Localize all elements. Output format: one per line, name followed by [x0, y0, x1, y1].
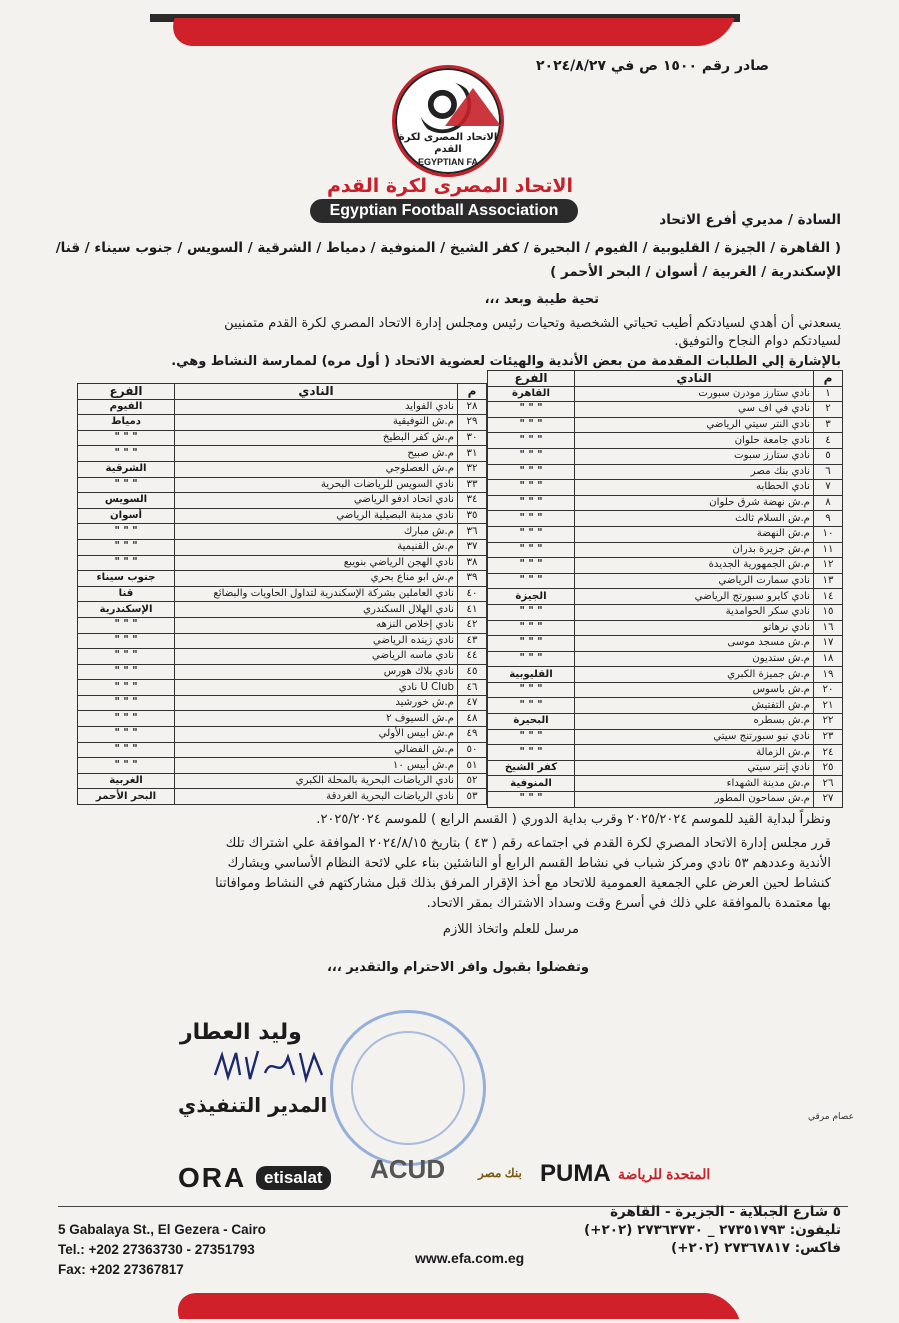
club-name: م.ش صبيح — [175, 446, 458, 462]
table-row — [78, 695, 487, 711]
table-row — [488, 667, 843, 683]
table-row — [488, 620, 843, 636]
row-number: ٣٥ — [458, 508, 487, 524]
col-num-header: م — [458, 384, 487, 400]
club-name: م.ش ابو مناع بحري — [175, 571, 458, 587]
club-name: م.ش أبيس ١٠ — [175, 758, 458, 774]
row-number: ٨ — [814, 495, 843, 511]
row-number: ٤٦ — [458, 680, 487, 696]
row-number: ٢٨ — [458, 399, 487, 415]
club-name: م.ش مسجد موسى — [575, 636, 814, 652]
table-row — [488, 573, 843, 589]
footer-address-ar: ٥ شارع الجبلاية - الجزيرة - القاهرة — [610, 1204, 841, 1220]
pyramid-icon — [445, 88, 501, 126]
row-number: ٤٠ — [458, 586, 487, 602]
row-number: ٣٢ — [458, 461, 487, 477]
table-header-row — [78, 384, 487, 400]
club-name: نادي ماسه الرياضي — [175, 649, 458, 665]
row-number: ٦ — [814, 464, 843, 480]
row-number: ٥٠ — [458, 742, 487, 758]
club-name: م.ش الزمالة — [575, 745, 814, 761]
table-row — [488, 760, 843, 776]
row-number: ٢٧ — [814, 792, 843, 808]
footer-red-band — [171, 1293, 739, 1319]
row-number: ١٧ — [814, 636, 843, 652]
table-header-row — [488, 371, 843, 387]
clubs-table-right — [487, 370, 843, 808]
table-row — [78, 742, 487, 758]
row-number: ٤٥ — [458, 664, 487, 680]
table-row — [78, 758, 487, 774]
row-number: ٧ — [814, 480, 843, 496]
row-number: ٥١ — [458, 758, 487, 774]
club-name: م.ش النهضة — [575, 526, 814, 542]
branch-name: أسوان — [78, 508, 175, 524]
table-row — [78, 571, 487, 587]
club-name: نادي الرياضات البحرية الغردقة — [175, 789, 458, 805]
decision-line-1: ونظراً لبداية القيد للموسم ٢٠٢٥/٢٠٢٤ وقرب بداية الدوري ( القسم الرابع ) للموسم ٢٠٢٥/٢٠٢٤. — [316, 812, 831, 827]
club-name: م.ش ستديون — [575, 651, 814, 667]
reference-number: صادر رقم ١٥٠٠ ص في ٢٠٢٤/٨/٢٧ — [535, 58, 769, 74]
table-row — [78, 633, 487, 649]
col-branch-header: الفرع — [488, 371, 575, 387]
table-row — [488, 495, 843, 511]
decision-line-2: قرر مجلس إدارة الاتحاد المصري لكرة القدم في اجتماعه رقم ( ٤٣ ) بتاريخ ٢٠٢٤/٨/١٥ الموافقة علي اشتراك تلك — [225, 836, 831, 851]
club-name: نادي كايرو سبورتج الرياضي — [575, 589, 814, 605]
table-row — [488, 698, 843, 714]
table-row — [78, 415, 487, 431]
addressee: السادة / مديري أفرع الاتحاد — [659, 212, 841, 228]
col-club-header: النادي — [175, 384, 458, 400]
row-number: ٣٨ — [458, 555, 487, 571]
branch-name: " " " — [488, 636, 575, 652]
clerk-initials: عصام مرقي — [808, 1112, 854, 1122]
club-name: نادي النتر سيتي الرياضي — [575, 417, 814, 433]
col-club-header: النادي — [575, 371, 814, 387]
sponsor-acud: ACUD — [370, 1154, 446, 1184]
col-branch-header: الفرع — [78, 384, 175, 400]
row-number: ٤٨ — [458, 711, 487, 727]
footer-website: www.efa.com.eg — [415, 1250, 525, 1266]
club-name: م.ش العصلوجي — [175, 461, 458, 477]
table-row — [78, 399, 487, 415]
table-row — [488, 792, 843, 808]
branch-name: " " " — [488, 433, 575, 449]
club-name: م.ش بسطره — [575, 714, 814, 730]
branch-name: الفيوم — [78, 399, 175, 415]
row-number: ١٣ — [814, 573, 843, 589]
club-name: م.ش جزيرة بدران — [575, 542, 814, 558]
branch-name: جنوب سيناء — [78, 571, 175, 587]
club-name: م.ش سماحون المطور — [575, 792, 814, 808]
org-name-english: Egyptian Football Association — [310, 199, 578, 223]
sponsor-etisalat: etisalat — [256, 1166, 331, 1190]
col-num-header: م — [814, 371, 843, 387]
efa-logo — [392, 65, 504, 177]
club-name: نادي سكر الحوامدية — [575, 604, 814, 620]
footer-address-en: 5 Gabalaya St., El Gezera - Cairo — [58, 1222, 266, 1237]
branch-name: " " " — [488, 729, 575, 745]
table-row — [78, 539, 487, 555]
branch-name: " " " — [488, 495, 575, 511]
table-row — [488, 604, 843, 620]
branches-line-2: الإسكندرية / الغربية / أسوان / البحر الأحمر ) — [550, 264, 841, 280]
branch-name: " " " — [488, 464, 575, 480]
branch-name: القاهرة — [488, 386, 575, 402]
table-row — [78, 680, 487, 696]
club-name: نادي جامعة حلوان — [575, 433, 814, 449]
footer-fax-ar: فاكس: ٢٧٣٦٧٨١٧ (٢٠٢+) — [671, 1240, 841, 1256]
row-number: ١٥ — [814, 604, 843, 620]
club-name: نادي إنتر سيتي — [575, 760, 814, 776]
club-name: نادي الحطابه — [575, 480, 814, 496]
club-name: نادي اتحاد ادفو الرياضي — [175, 493, 458, 509]
table-row — [488, 464, 843, 480]
sponsor-strip — [178, 1154, 738, 1198]
club-name: نادي العاملين بشركة الإسكندرية لتداول الحاويات والبضائع — [175, 586, 458, 602]
table-row — [78, 711, 487, 727]
table-row — [78, 493, 487, 509]
sponsor-united-sports: المتحدة للرياضة — [618, 1166, 711, 1182]
branch-name: " " " — [488, 745, 575, 761]
club-name: نادي نيو سبورتنج سيتي — [575, 729, 814, 745]
logo-caption: الاتحاد المصرى لكرة القدم EGYPTIAN FA — [398, 132, 498, 167]
club-name: م.ش جميزة الكبري — [575, 667, 814, 683]
row-number: ٤٤ — [458, 649, 487, 665]
club-name: م.ش التفتيش — [575, 698, 814, 714]
signatory-title: المدير التنفيذي — [178, 1093, 328, 1117]
table-row — [488, 682, 843, 698]
row-number: ٤٣ — [458, 633, 487, 649]
club-name: م.ش القنيمية — [175, 539, 458, 555]
row-number: ٥٢ — [458, 773, 487, 789]
row-number: ٢٠ — [814, 682, 843, 698]
branch-name: " " " — [78, 446, 175, 462]
club-name: م.ش باسوس — [575, 682, 814, 698]
table-row — [488, 542, 843, 558]
intro-line-1: يسعدني أن أهدي لسيادتكم أطيب تحياتي الشخصية وتحيات رئيس ومجلس إدارة الاتحاد المصري لكرة القدم متمنيين — [224, 316, 841, 331]
table-row — [488, 526, 843, 542]
footer-tel-en: Tel.: +202 27363730 - 27351793 — [58, 1242, 255, 1257]
decision-line-3: الأندية وعددهم ٥٣ نادي ومركز شباب في نشاط القسم الرابع أو الناشئين بناء علي لائحة النظام الأساسي ويشارك — [227, 856, 831, 871]
row-number: ١٤ — [814, 589, 843, 605]
club-name: م.ش نهضة شرق حلوان — [575, 495, 814, 511]
row-number: ٢٦ — [814, 776, 843, 792]
club-name: نادي إخلاص النزهه — [175, 617, 458, 633]
branch-name: " " " — [78, 649, 175, 665]
branch-name: " " " — [488, 698, 575, 714]
table-row — [78, 586, 487, 602]
table-row — [78, 524, 487, 540]
club-name: نادي ستارز سبوت — [575, 448, 814, 464]
branch-name: " " " — [488, 511, 575, 527]
reference-line: بالإشارة إلي الطلبات المقدمة من بعض الأندية والهيئات لعضوية الاتحاد ( أول مره) لممارسة النشاط وهي. — [171, 354, 841, 369]
header-red-band — [165, 18, 734, 46]
table-row — [488, 417, 843, 433]
row-number: ٣٤ — [458, 493, 487, 509]
row-number: ١٩ — [814, 667, 843, 683]
row-number: ١ — [814, 386, 843, 402]
club-name: م.ش خورشيد — [175, 695, 458, 711]
row-number: ٢٤ — [814, 745, 843, 761]
club-name: م.ش السيوف ٢ — [175, 711, 458, 727]
table-row — [488, 433, 843, 449]
decision-line-5: بها معتمدة بالموافقة علي ذلك في أسرع وقت وسداد الاشتراك بمقر الاتحاد. — [426, 896, 831, 911]
club-name: م.ش الجمهورية الجديدة — [575, 558, 814, 574]
row-number: ٢٢ — [814, 714, 843, 730]
club-name: نادي سمارت الرياضي — [575, 573, 814, 589]
club-name: م.ش مدينة الشهداء — [575, 776, 814, 792]
row-number: ١٠ — [814, 526, 843, 542]
row-number: ٢١ — [814, 698, 843, 714]
branch-name: دمياط — [78, 415, 175, 431]
table-row — [78, 446, 487, 462]
row-number: ٤ — [814, 433, 843, 449]
branch-name: " " " — [78, 617, 175, 633]
table-row — [488, 636, 843, 652]
table-row — [78, 649, 487, 665]
table-row — [488, 511, 843, 527]
row-number: ٣٦ — [458, 524, 487, 540]
row-number: ٤٢ — [458, 617, 487, 633]
branch-name: الجيزة — [488, 589, 575, 605]
club-name: م.ش مبارك — [175, 524, 458, 540]
branch-name: " " " — [78, 695, 175, 711]
row-number: ٤١ — [458, 602, 487, 618]
club-name: م.ش السلام ثالث — [575, 511, 814, 527]
branch-name: " " " — [488, 526, 575, 542]
club-name: نادي بلاك هورس — [175, 664, 458, 680]
branch-name: " " " — [78, 555, 175, 571]
branch-name: القليوبية — [488, 667, 575, 683]
branches-line-1: ( القاهرة / الجيزة / القليوبية / الفيوم / البحيرة / كفر الشيخ / المنوفية / دمياط / الشرقية / السويس / جنوب سيناء / قنا/ — [55, 240, 841, 256]
branch-name: " " " — [488, 448, 575, 464]
sponsor-puma: PUMA — [540, 1160, 611, 1187]
intro-line-2: لسيادتكم دوام النجاح والتوفيق. — [674, 334, 841, 349]
row-number: ٣٧ — [458, 539, 487, 555]
row-number: ٤٧ — [458, 695, 487, 711]
footer-tel-ar: تليفون: ٢٧٣٥١٧٩٣ _ ٢٧٣٦٣٧٣٠ (٢٠٢+) — [584, 1222, 841, 1238]
branch-name: " " " — [488, 417, 575, 433]
club-name: نادي الهلال السكندري — [175, 602, 458, 618]
table-row — [488, 729, 843, 745]
table-row — [78, 461, 487, 477]
club-name: نادي الهجن الرياضي بنويبع — [175, 555, 458, 571]
table-row — [488, 776, 843, 792]
club-name: نادي الفوايد — [175, 399, 458, 415]
row-number: ٩ — [814, 511, 843, 527]
branch-name: " " " — [488, 558, 575, 574]
table-row — [488, 386, 843, 402]
table-row — [78, 430, 487, 446]
table-row — [78, 727, 487, 743]
branch-name: " " " — [488, 620, 575, 636]
row-number: ٣٣ — [458, 477, 487, 493]
table-row — [78, 508, 487, 524]
org-name-arabic: الاتحاد المصرى لكرة القدم — [327, 175, 573, 197]
row-number: ٣١ — [458, 446, 487, 462]
for-information: مرسل للعلم واتخاذ اللازم — [442, 922, 579, 937]
row-number: ٣٠ — [458, 430, 487, 446]
table-row — [78, 602, 487, 618]
club-name: نادي مدينة البصيلية الرياضي — [175, 508, 458, 524]
branch-name: " " " — [78, 430, 175, 446]
signatory-name: وليد العطار — [180, 1020, 302, 1045]
branch-name: " " " — [488, 402, 575, 418]
branch-name: " " " — [78, 539, 175, 555]
branch-name: الإسكندرية — [78, 602, 175, 618]
row-number: ٢٣ — [814, 729, 843, 745]
branch-name: " " " — [488, 573, 575, 589]
row-number: ١٦ — [814, 620, 843, 636]
branch-name: البحيرة — [488, 714, 575, 730]
table-row — [488, 558, 843, 574]
club-name: نادي زينده الرياضي — [175, 633, 458, 649]
row-number: ٢٥ — [814, 760, 843, 776]
branch-name: كفر الشيخ — [488, 760, 575, 776]
club-name: م.ش التوفيقية — [175, 415, 458, 431]
club-name: U Club نادي — [175, 680, 458, 696]
club-name: نادي ستارز مودرن سبورت — [575, 386, 814, 402]
row-number: ٤٩ — [458, 727, 487, 743]
official-stamp — [330, 1010, 486, 1166]
row-number: ١٨ — [814, 651, 843, 667]
decision-line-4: كنشاط لحين العرض علي الجمعية العمومية للاتحاد مع أخذ الإقرار المرفق بذلك قبل مشاركتهم في النشاط وموافاتنا — [215, 876, 831, 891]
table-row — [78, 477, 487, 493]
club-name: نادي بنك مصر — [575, 464, 814, 480]
row-number: ٢ — [814, 402, 843, 418]
row-number: ١٢ — [814, 558, 843, 574]
branch-name: المنوفية — [488, 776, 575, 792]
branch-name: السويس — [78, 493, 175, 509]
table-row — [488, 589, 843, 605]
row-number: ١١ — [814, 542, 843, 558]
row-number: ٥٣ — [458, 789, 487, 805]
row-number: ٣ — [814, 417, 843, 433]
branch-name: " " " — [78, 477, 175, 493]
branch-name: " " " — [78, 664, 175, 680]
row-number: ٣٩ — [458, 571, 487, 587]
club-name: نادي في اف سي — [575, 402, 814, 418]
club-name: نادي السويس للرياضات البحرية — [175, 477, 458, 493]
branch-name: " " " — [78, 742, 175, 758]
club-name: م.ش الفضالي — [175, 742, 458, 758]
club-name: نادي نرهاتو — [575, 620, 814, 636]
branch-name: " " " — [78, 727, 175, 743]
clubs-table-left — [77, 383, 487, 805]
closing-line: وتفضلوا بقبول وافر الاحترام والتقدير ،،، — [326, 960, 589, 975]
branch-name: " " " — [78, 680, 175, 696]
branch-name: قنا — [78, 586, 175, 602]
row-number: ٥ — [814, 448, 843, 464]
branch-name: " " " — [488, 604, 575, 620]
table-row — [488, 480, 843, 496]
table-row — [488, 448, 843, 464]
branch-name: " " " — [488, 542, 575, 558]
table-row — [488, 745, 843, 761]
footer-fax-en: Fax: +202 27367817 — [58, 1262, 184, 1277]
club-name: م.ش ابيس الأولي — [175, 727, 458, 743]
table-row — [78, 617, 487, 633]
row-number: ٢٩ — [458, 415, 487, 431]
branch-name: " " " — [78, 524, 175, 540]
greeting: تحية طيبة وبعد ،،، — [484, 292, 599, 307]
club-name: م.ش كفر البطيخ — [175, 430, 458, 446]
branch-name: " " " — [488, 480, 575, 496]
branch-name: الغربية — [78, 773, 175, 789]
table-row — [78, 555, 487, 571]
sponsor-banque-misr: بنك مصر — [478, 1166, 522, 1180]
table-row — [78, 789, 487, 805]
club-name: نادي الرياضات البحرية بالمحلة الكبري — [175, 773, 458, 789]
signature-scribble — [210, 1045, 330, 1085]
branch-name: " " " — [488, 682, 575, 698]
branch-name: البحر الأحمر — [78, 789, 175, 805]
branch-name: " " " — [488, 792, 575, 808]
branch-name: " " " — [78, 711, 175, 727]
branch-name: " " " — [488, 651, 575, 667]
branch-name: الشرقية — [78, 461, 175, 477]
table-row — [78, 664, 487, 680]
branch-name: " " " — [78, 758, 175, 774]
branch-name: " " " — [78, 633, 175, 649]
table-row — [78, 773, 487, 789]
table-row — [488, 402, 843, 418]
table-row — [488, 714, 843, 730]
table-row — [488, 651, 843, 667]
sponsor-ora: ORA — [178, 1162, 247, 1193]
